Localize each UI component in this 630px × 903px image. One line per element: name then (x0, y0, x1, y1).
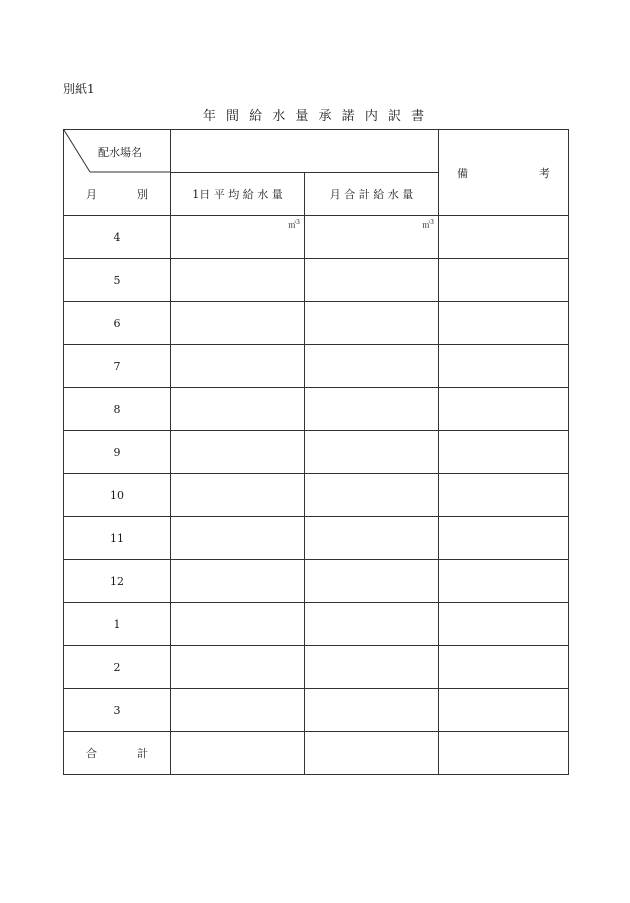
table-row (64, 345, 569, 388)
remarks-cell[interactable] (439, 302, 569, 345)
table-row (64, 646, 569, 689)
monthly-total-cell[interactable] (305, 474, 439, 517)
month-cell: 10 (64, 474, 171, 517)
daily-average-total-cell[interactable] (171, 732, 305, 775)
remarks-cell[interactable] (439, 474, 569, 517)
daily-average-cell[interactable] (171, 646, 305, 689)
remarks-cell[interactable] (439, 259, 569, 302)
month-cell: 1 (64, 603, 171, 646)
remarks-cell[interactable] (439, 345, 569, 388)
total-row (64, 732, 569, 775)
table-row (64, 474, 569, 517)
remarks-total-cell[interactable] (439, 732, 569, 775)
attachment-label: 別紙1 (63, 82, 95, 96)
month-cell: 9 (64, 431, 171, 474)
table-row (64, 560, 569, 603)
daily-average-cell[interactable] (171, 517, 305, 560)
remarks-cell[interactable] (439, 560, 569, 603)
remarks-char-1: 備 (457, 166, 468, 180)
monthly-total-cell[interactable] (305, 345, 439, 388)
month-cell: 7 (64, 345, 171, 388)
total-label-cell (64, 732, 171, 775)
monthly-total-cell[interactable] (305, 388, 439, 431)
monthly-total-cell[interactable] (305, 431, 439, 474)
document-title: 年 間 給 水 量 承 諾 内 訳 書 (202, 109, 428, 124)
remarks-cell[interactable] (439, 689, 569, 732)
remarks-cell[interactable] (439, 517, 569, 560)
table-row (64, 689, 569, 732)
daily-average-cell[interactable] (171, 560, 305, 603)
remarks-cell[interactable] (439, 388, 569, 431)
monthly-total-header: 月 合 計 給 水 量 (305, 173, 439, 216)
monthly-total-cell[interactable] (305, 560, 439, 603)
month-cell: 6 (64, 302, 171, 345)
daily-average-cell[interactable] (171, 603, 305, 646)
daily-average-cell[interactable] (171, 689, 305, 732)
month-header (64, 173, 171, 216)
month-cell: 8 (64, 388, 171, 431)
corner-cell (64, 130, 171, 173)
month-cell: 3 (64, 689, 171, 732)
table-row (64, 388, 569, 431)
month-cell: 5 (64, 259, 171, 302)
month-char-2: 別 (137, 187, 148, 201)
table-row (64, 431, 569, 474)
total-char-1: 合 (86, 747, 97, 760)
remarks-header (439, 130, 569, 216)
daily-average-header: 1日 平 均 給 水 量 (171, 173, 305, 216)
monthly-total-cell[interactable] (305, 216, 439, 259)
table-row (64, 603, 569, 646)
remarks-cell[interactable] (439, 603, 569, 646)
monthly-total-cell[interactable] (305, 603, 439, 646)
monthly-total-cell[interactable] (305, 517, 439, 560)
daily-average-cell[interactable] (171, 345, 305, 388)
table-row (64, 216, 569, 259)
monthly-total-cell[interactable] (305, 259, 439, 302)
remarks-char-2: 考 (539, 166, 550, 180)
monthly-total-cell[interactable] (305, 689, 439, 732)
month-char-1: 月 (86, 187, 97, 201)
daily-average-cell[interactable] (171, 388, 305, 431)
month-cell: 4 (64, 216, 171, 259)
remarks-cell[interactable] (439, 646, 569, 689)
month-cell: 2 (64, 646, 171, 689)
unit-label: ㎥$^3$ (422, 219, 434, 230)
distribution-station-label: 配水場名 (98, 146, 142, 159)
daily-average-cell[interactable] (171, 216, 305, 259)
total-char-2: 計 (137, 747, 148, 760)
header-row-1 (64, 130, 569, 173)
water-supply-table (63, 129, 569, 775)
month-cell: 12 (64, 560, 171, 603)
remarks-cell[interactable] (439, 431, 569, 474)
daily-average-cell[interactable] (171, 431, 305, 474)
unit-label: ㎥$^3$ (288, 219, 300, 230)
remarks-cell[interactable] (439, 216, 569, 259)
station-name-cell[interactable] (171, 130, 439, 173)
daily-average-cell[interactable] (171, 474, 305, 517)
monthly-total-cell[interactable] (305, 302, 439, 345)
monthly-total-cell[interactable] (305, 646, 439, 689)
daily-average-cell[interactable] (171, 259, 305, 302)
monthly-total-total-cell[interactable] (305, 732, 439, 775)
daily-average-cell[interactable] (171, 302, 305, 345)
month-cell: 11 (64, 517, 171, 560)
table-row (64, 302, 569, 345)
table-row (64, 259, 569, 302)
table-row (64, 517, 569, 560)
